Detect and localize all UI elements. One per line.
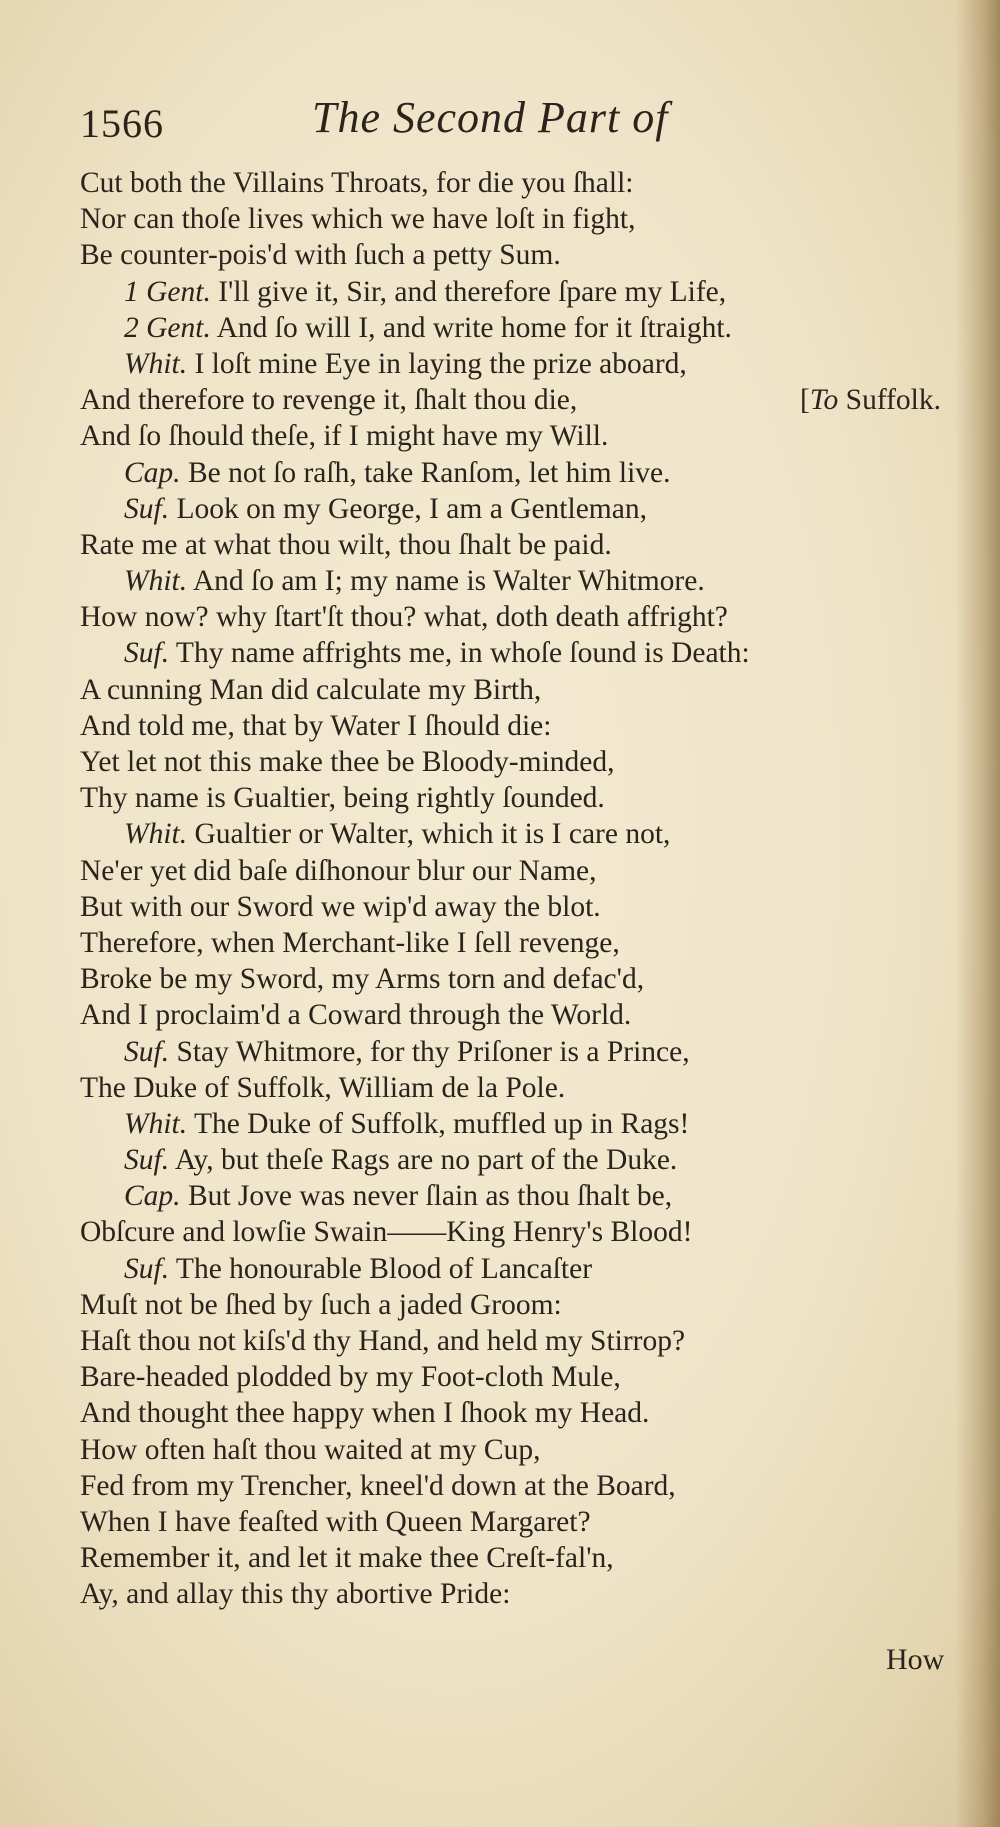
verse-line xyxy=(80,237,960,273)
catchword: How xyxy=(886,1643,945,1676)
line-text: How now? why ſtart'ſt thou? what, doth death affright? xyxy=(80,601,728,634)
speaker-name: Whit. xyxy=(124,1107,188,1140)
speech-line xyxy=(80,455,960,491)
line-text: And therefore to revenge it, ſhalt thou die, xyxy=(80,384,578,417)
speech-line xyxy=(80,816,960,852)
line-text: Cut both the Villains Throats, for die you ſhall: xyxy=(80,167,634,199)
verse-line xyxy=(80,418,960,454)
verse-line xyxy=(80,780,960,816)
speech-line xyxy=(80,1251,960,1287)
speaker-name: Cap. xyxy=(124,1180,181,1213)
speaker-name: Cap. xyxy=(124,456,181,489)
line-text: How often haſt thou waited at my Cup, xyxy=(80,1433,541,1466)
speaker-name: 1 Gent. xyxy=(124,275,211,308)
verse-line xyxy=(80,1432,960,1468)
speech-line xyxy=(80,491,960,527)
stage-bracket: [ xyxy=(800,384,810,417)
line-text: When I have feaſted with Queen Margaret? xyxy=(80,1505,591,1538)
verse-line xyxy=(80,1323,960,1359)
line-text: And ſo am I; my name is Walter Whitmore. xyxy=(192,565,705,598)
line-text: And ſo ſhould theſe, if I might have my Will. xyxy=(80,420,609,453)
speech-line xyxy=(80,310,960,346)
verse-line xyxy=(80,1468,960,1504)
page-header xyxy=(80,92,940,152)
line-text: Obſcure and lowſie Swain——King Henry's Blood! xyxy=(80,1216,693,1249)
stage-direction xyxy=(800,382,941,418)
speech-line xyxy=(80,1034,960,1070)
verse-line xyxy=(80,599,960,635)
verse-line xyxy=(80,1287,960,1323)
line-text: Thy name is Gualtier, being rightly ſounded. xyxy=(80,782,605,815)
line-text: Therefore, when Merchant-like I ſell revenge, xyxy=(80,926,620,959)
speech-line xyxy=(80,563,960,599)
speaker-name: Whit. xyxy=(124,565,188,598)
line-text: Muſt not be ſhed by ſuch a jaded Groom: xyxy=(80,1288,562,1321)
line-text: Broke be my Sword, my Arms torn and defac'd, xyxy=(80,963,645,996)
line-text: Nor can thoſe lives which we have loſt in fight, xyxy=(80,203,636,236)
verse-line xyxy=(80,961,960,997)
speaker-name: Suf. xyxy=(124,492,170,525)
stage-direction-to: To xyxy=(809,384,839,417)
line-text: The Duke of Suffolk, William de la Pole. xyxy=(80,1071,566,1104)
play-text xyxy=(80,165,960,1613)
verse-line xyxy=(80,1504,960,1540)
line-text: Thy name affrights me, in whoſe ſound is Death: xyxy=(175,637,750,670)
line-text: Look on my George, I am a Gentleman, xyxy=(176,492,647,525)
speech-line xyxy=(80,1106,960,1142)
speaker-name: Suf. xyxy=(124,1144,170,1177)
verse-line xyxy=(80,201,960,237)
speech-line xyxy=(80,1142,960,1178)
verse-line xyxy=(80,744,960,780)
line-text: Ay, but theſe Rags are no part of the Duke. xyxy=(174,1144,678,1177)
running-title: The Second Part of xyxy=(312,93,669,142)
verse-line xyxy=(80,1540,960,1576)
verse-line xyxy=(80,1359,960,1395)
line-text: The honourable Blood of Lancaſter xyxy=(175,1252,593,1285)
verse-line xyxy=(80,382,960,418)
speech-line xyxy=(80,274,960,310)
line-text: Rate me at what thou wilt, thou ſhalt be paid. xyxy=(80,528,612,561)
line-text: And ſo will I, and write home for it ſtraight. xyxy=(216,311,732,344)
verse-line xyxy=(80,708,960,744)
verse-line xyxy=(80,672,960,708)
speaker-name: 2 Gent. xyxy=(124,311,211,344)
line-text: Fed from my Trencher, kneel'd down at the Board, xyxy=(80,1469,676,1502)
line-text: But Jove was never ſlain as thou ſhalt be, xyxy=(187,1180,673,1213)
verse-line xyxy=(80,1576,960,1612)
speech-line xyxy=(80,1178,960,1214)
line-text: Be not ſo raſh, take Ranſom, let him live. xyxy=(187,456,671,489)
line-text: A cunning Man did calculate my Birth, xyxy=(80,673,542,706)
verse-line xyxy=(80,1214,960,1250)
verse-line xyxy=(80,165,960,201)
verse-line xyxy=(80,925,960,961)
verse-line xyxy=(80,853,960,889)
speaker-name: Suf. xyxy=(124,1252,170,1285)
line-text: And told me, that by Water I ſhould die: xyxy=(80,709,552,742)
line-text: Haſt thou not kiſs'd thy Hand, and held my Stirrop? xyxy=(80,1325,686,1357)
line-text: Bare-headed plodded by my Foot-cloth Mule, xyxy=(80,1361,621,1394)
line-text: Ay, and allay this thy abortive Pride: xyxy=(80,1578,511,1611)
speech-line xyxy=(80,635,960,671)
line-text: I loſt mine Eye in laying the prize aboard, xyxy=(194,347,687,380)
line-text: The Duke of Suffolk, muffled up in Rags! xyxy=(193,1107,690,1140)
line-text: And thought thee happy when I ſhook my Head. xyxy=(80,1397,650,1430)
line-text: I'll give it, Sir, and therefore ſpare my Life, xyxy=(218,275,727,308)
line-text: Yet let not this make thee be Bloody-minded, xyxy=(80,746,615,778)
speaker-name: Whit. xyxy=(124,347,188,380)
speaker-name: Whit. xyxy=(124,818,188,851)
page-edge-shadow xyxy=(955,0,1000,1827)
verse-line xyxy=(80,1395,960,1431)
verse-line xyxy=(80,997,960,1033)
speaker-name: Suf. xyxy=(124,1035,170,1068)
line-text: Ne'er yet did baſe diſhonour blur our Name, xyxy=(80,854,597,887)
speaker-name: Suf. xyxy=(124,637,170,670)
line-text: Stay Whitmore, for thy Priſoner is a Prince, xyxy=(176,1035,690,1068)
verse-line xyxy=(80,889,960,925)
speech-line xyxy=(80,346,960,382)
line-text: Gualtier or Walter, which it is I care not, xyxy=(194,818,671,851)
verse-line xyxy=(80,1070,960,1106)
stage-direction-target: Suffolk. xyxy=(838,384,941,417)
line-text: And I proclaim'd a Coward through the World. xyxy=(80,999,632,1032)
verse-line xyxy=(80,527,960,563)
page-number: 1566 xyxy=(80,101,164,146)
line-text: But with our Sword we wip'd away the blot. xyxy=(80,890,601,923)
line-text: Remember it, and let it make thee Creſt-fal'n, xyxy=(80,1542,614,1575)
line-text: Be counter-pois'd with ſuch a petty Sum. xyxy=(80,239,561,272)
